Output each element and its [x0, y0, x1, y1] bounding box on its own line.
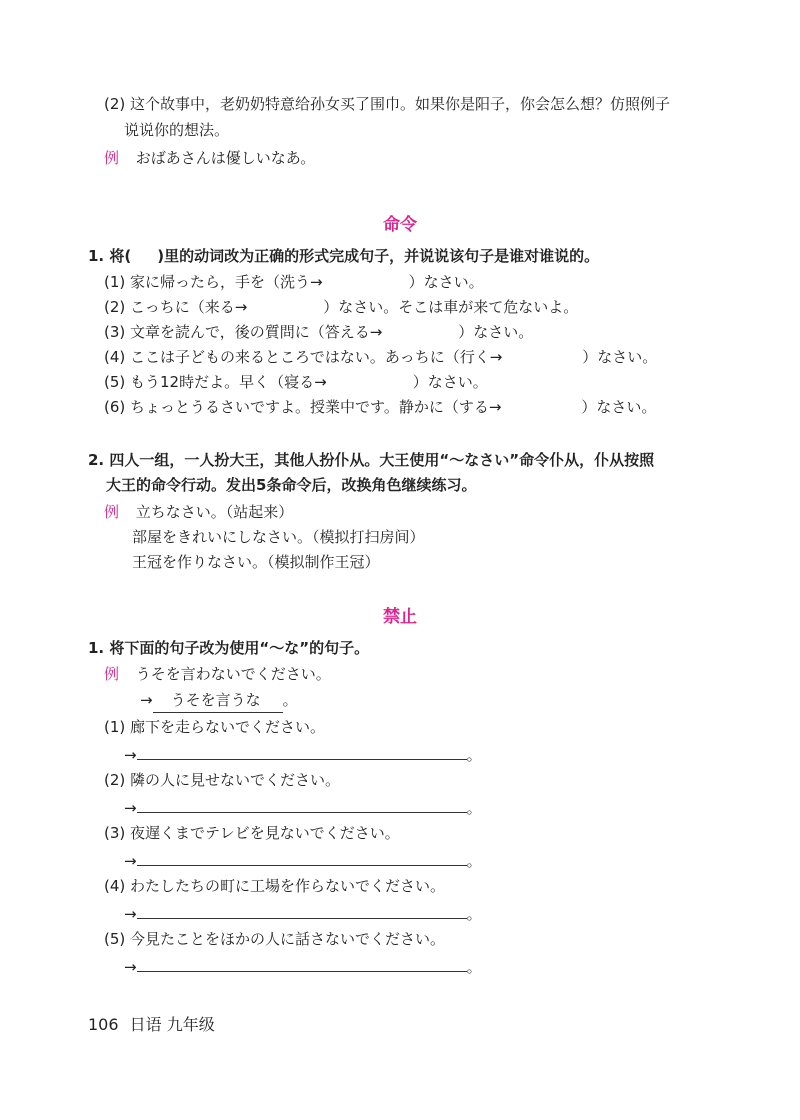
command-q1-prompt-a: 将(: [109, 247, 132, 265]
example-text: 立ちなさい。（站起来）: [135, 503, 294, 521]
example-text: おばあさんは優しいなあ。: [135, 149, 316, 167]
period-glyph: 。: [466, 852, 482, 870]
command-item-1: [104, 270, 484, 294]
arrow-glyph: →: [124, 852, 137, 870]
period-glyph: 。: [466, 958, 482, 976]
example-label: 例: [104, 665, 120, 683]
command-q2-example-3: 王冠を作りなさい。（模拟制作王冠）: [132, 553, 380, 571]
prohibit-q1-number: 1.: [88, 639, 105, 657]
command-item-2-text: (2) こっちに（来る→: [104, 298, 248, 316]
arrow-glyph: →: [124, 958, 137, 976]
command-item-4-tail: ）なさい。: [582, 348, 658, 366]
prohibit-item-2: (2) 隣の人に見せないでください。: [104, 771, 341, 789]
command-item-5: [104, 370, 488, 394]
book-title: 日语 九年级: [129, 1015, 215, 1034]
period-glyph: 。: [466, 746, 482, 764]
command-item-6-text: (6) ちょっとうるさいですよ。授業中です。静かに（する→: [104, 398, 502, 416]
command-q2-line-2: 大王的命令行动。发出5条命令后，改换角色继续练习。: [106, 476, 477, 494]
command-item-4: [104, 345, 657, 369]
example-answer: うそを言うな: [153, 688, 283, 713]
arrow-glyph: →: [124, 905, 137, 923]
command-q1-prompt: [88, 244, 599, 268]
page-footer: [88, 1012, 215, 1035]
prohibit-item-5: (5) 今見たことをほかの人に話さないでください。: [104, 930, 446, 948]
command-item-6: [104, 395, 656, 419]
prohibit-example-row: [104, 662, 331, 686]
example-label: 例: [104, 503, 120, 521]
page-number: 106: [88, 1015, 119, 1034]
command-item-5-text: (5) もう12時だよ。早く（寝る→: [104, 373, 327, 391]
prohibit-q1-text: 将下面的句子改为使用“～な”的句子。: [109, 639, 370, 657]
command-item-2-tail: ）なさい。そこは車が来て危ないよ。: [323, 298, 579, 316]
command-q2-example-2: 部屋をきれいにしなさい。（模拟打扫房间）: [132, 528, 425, 546]
question-2-line-2: 说说你的想法。: [124, 121, 230, 139]
command-item-3-tail: ）なさい。: [458, 323, 534, 341]
command-item-3-text: (3) 文章を読んで，後の質問に（答える→: [104, 323, 383, 341]
answer-line[interactable]: [137, 741, 467, 760]
command-item-5-tail: ）なさい。: [412, 373, 488, 391]
command-item-1-tail: ）なさい。: [408, 273, 484, 291]
section-title-prohibit: 禁止: [383, 607, 417, 627]
prohibit-answer-2: [124, 794, 482, 820]
arrow-glyph: →: [140, 691, 153, 709]
section-title-command: 命令: [383, 215, 417, 235]
command-q2-text-1: 四人一组，一人扮大王，其他人扮仆从。大王使用“～なさい”命令仆从，仆从按照: [109, 451, 655, 469]
prohibit-answer-3: [124, 847, 482, 873]
command-q2-example-1: [104, 500, 293, 524]
answer-line[interactable]: [137, 794, 467, 813]
prohibit-item-1: (1) 廊下を走らないでください。: [104, 718, 326, 736]
question-2-line-1: (2) 这个故事中，老奶奶特意给孙女买了围巾。如果你是阳子，你会怎么想？仿照例子: [104, 95, 671, 113]
answer-line[interactable]: [137, 953, 467, 972]
command-item-6-tail: ）なさい。: [581, 398, 657, 416]
command-q2-line-1: [88, 448, 654, 472]
command-item-1-text: (1) 家に帰ったら，手を（洗う→: [104, 273, 323, 291]
command-item-3: [104, 320, 533, 344]
answer-line[interactable]: [137, 900, 467, 919]
prohibit-answer-4: [124, 900, 482, 926]
command-q1-prompt-b: )里的动词改为正确的形式完成句子，并说说该句子是谁对谁说的。: [157, 247, 600, 265]
prohibit-item-4: (4) わたしたちの町に工場を作らないでください。: [104, 877, 446, 895]
example-label: 例: [104, 149, 120, 167]
command-q2-number: 2.: [88, 451, 105, 469]
command-q1-number: 1.: [88, 247, 105, 265]
prohibit-answer-1: [124, 741, 482, 767]
answer-line[interactable]: [137, 847, 467, 866]
prohibit-q1-prompt: [88, 636, 369, 660]
arrow-glyph: →: [124, 746, 137, 764]
period-glyph: 。: [466, 799, 482, 817]
prohibit-item-3: (3) 夜遅くまでテレビを見ないでください。: [104, 824, 400, 842]
period-glyph: 。: [466, 905, 482, 923]
command-item-2: [104, 295, 578, 319]
arrow-glyph: →: [124, 799, 137, 817]
example-source: うそを言わないでください。: [135, 665, 331, 683]
example-row: [104, 146, 315, 170]
prohibit-example-answer: [140, 688, 298, 713]
command-item-4-text: (4) ここは子どもの来るところではない。あっちに（行く→: [104, 348, 503, 366]
prohibit-answer-5: [124, 953, 482, 979]
period-glyph: 。: [282, 691, 298, 709]
